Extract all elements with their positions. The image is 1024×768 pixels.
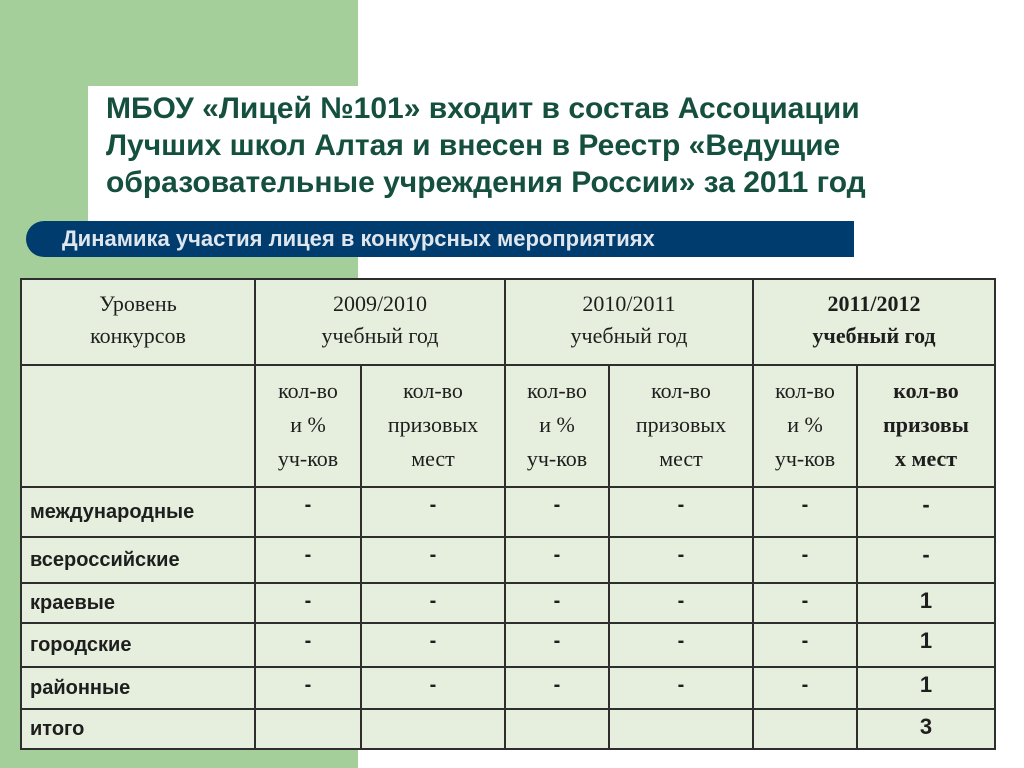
subheader-participants: кол-во и % уч-ков [753, 365, 857, 487]
title-line-3: образовательные учреждения России» за 2011 год [106, 166, 866, 199]
row-label: районные [21, 667, 255, 709]
subheader-empty [21, 365, 255, 487]
cell-value: - [361, 487, 505, 537]
header-year-2010-2011: 2010/2011 учебный год [505, 279, 753, 365]
cell-value: - [255, 623, 361, 667]
cell-value: 1 [857, 667, 995, 709]
row-label: итого [21, 709, 255, 749]
cell-value: - [857, 487, 995, 537]
cell-value: - [609, 667, 753, 709]
cell-value [255, 709, 361, 749]
header-year-2011-2012: 2011/2012 учебный год [753, 279, 995, 365]
cell-value: - [753, 487, 857, 537]
cell-value: - [361, 583, 505, 623]
subheader-participants: кол-во и % уч-ков [255, 365, 361, 487]
cell-value: - [361, 667, 505, 709]
cell-value: - [753, 537, 857, 583]
header-year-2009-2010: 2009/2010 учебный год [255, 279, 505, 365]
cell-value: - [609, 487, 753, 537]
title-line-2: Лучших школ Алтая и внесен в Реестр «Ведущие [106, 129, 841, 162]
cell-value: - [505, 487, 609, 537]
row-label: международные [21, 487, 255, 537]
row-label: городские [21, 623, 255, 667]
cell-value: - [609, 583, 753, 623]
row-label: всероссийские [21, 537, 255, 583]
cell-value: - [255, 667, 361, 709]
table-header-row [21, 279, 995, 365]
table-subheader-row [21, 365, 995, 487]
cell-value [361, 709, 505, 749]
subheader-participants: кол-во и % уч-ков [505, 365, 609, 487]
slide-title [106, 90, 1006, 201]
subheader-prizes: кол-во призовых мест [361, 365, 505, 487]
subtitle-banner [26, 221, 854, 257]
cell-value: - [505, 667, 609, 709]
table-row-total [21, 709, 995, 749]
cell-value: - [505, 623, 609, 667]
title-line-1: МБОУ «Лицей №101» входит в состав Ассоциации [106, 92, 860, 125]
cell-value [505, 709, 609, 749]
cell-value: - [609, 537, 753, 583]
row-label: краевые [21, 583, 255, 623]
cell-value: - [361, 537, 505, 583]
cell-value: 3 [857, 709, 995, 749]
cell-value: - [255, 487, 361, 537]
cell-value: - [609, 623, 753, 667]
cell-value: - [505, 583, 609, 623]
cell-value [753, 709, 857, 749]
cell-value: - [753, 623, 857, 667]
table-row [21, 623, 995, 667]
cell-value: - [255, 583, 361, 623]
participation-table [20, 278, 996, 750]
table-row [21, 583, 995, 623]
cell-value [609, 709, 753, 749]
cell-value: 1 [857, 623, 995, 667]
cell-value: - [753, 667, 857, 709]
subheader-prizes: кол-во призовых мест [609, 365, 753, 487]
cell-value: - [505, 537, 609, 583]
subtitle-text: Динамика участия лицея в конкурсных мероприятиях [62, 226, 655, 251]
table-row [21, 537, 995, 583]
cell-value: - [255, 537, 361, 583]
table-row [21, 667, 995, 709]
cell-value: - [753, 583, 857, 623]
table-row [21, 487, 995, 537]
cell-value: 1 [857, 583, 995, 623]
subheader-prizes: кол-во призовы х мест [857, 365, 995, 487]
header-level: Уровень конкурсов [21, 279, 255, 365]
cell-value: - [857, 537, 995, 583]
cell-value: - [361, 623, 505, 667]
